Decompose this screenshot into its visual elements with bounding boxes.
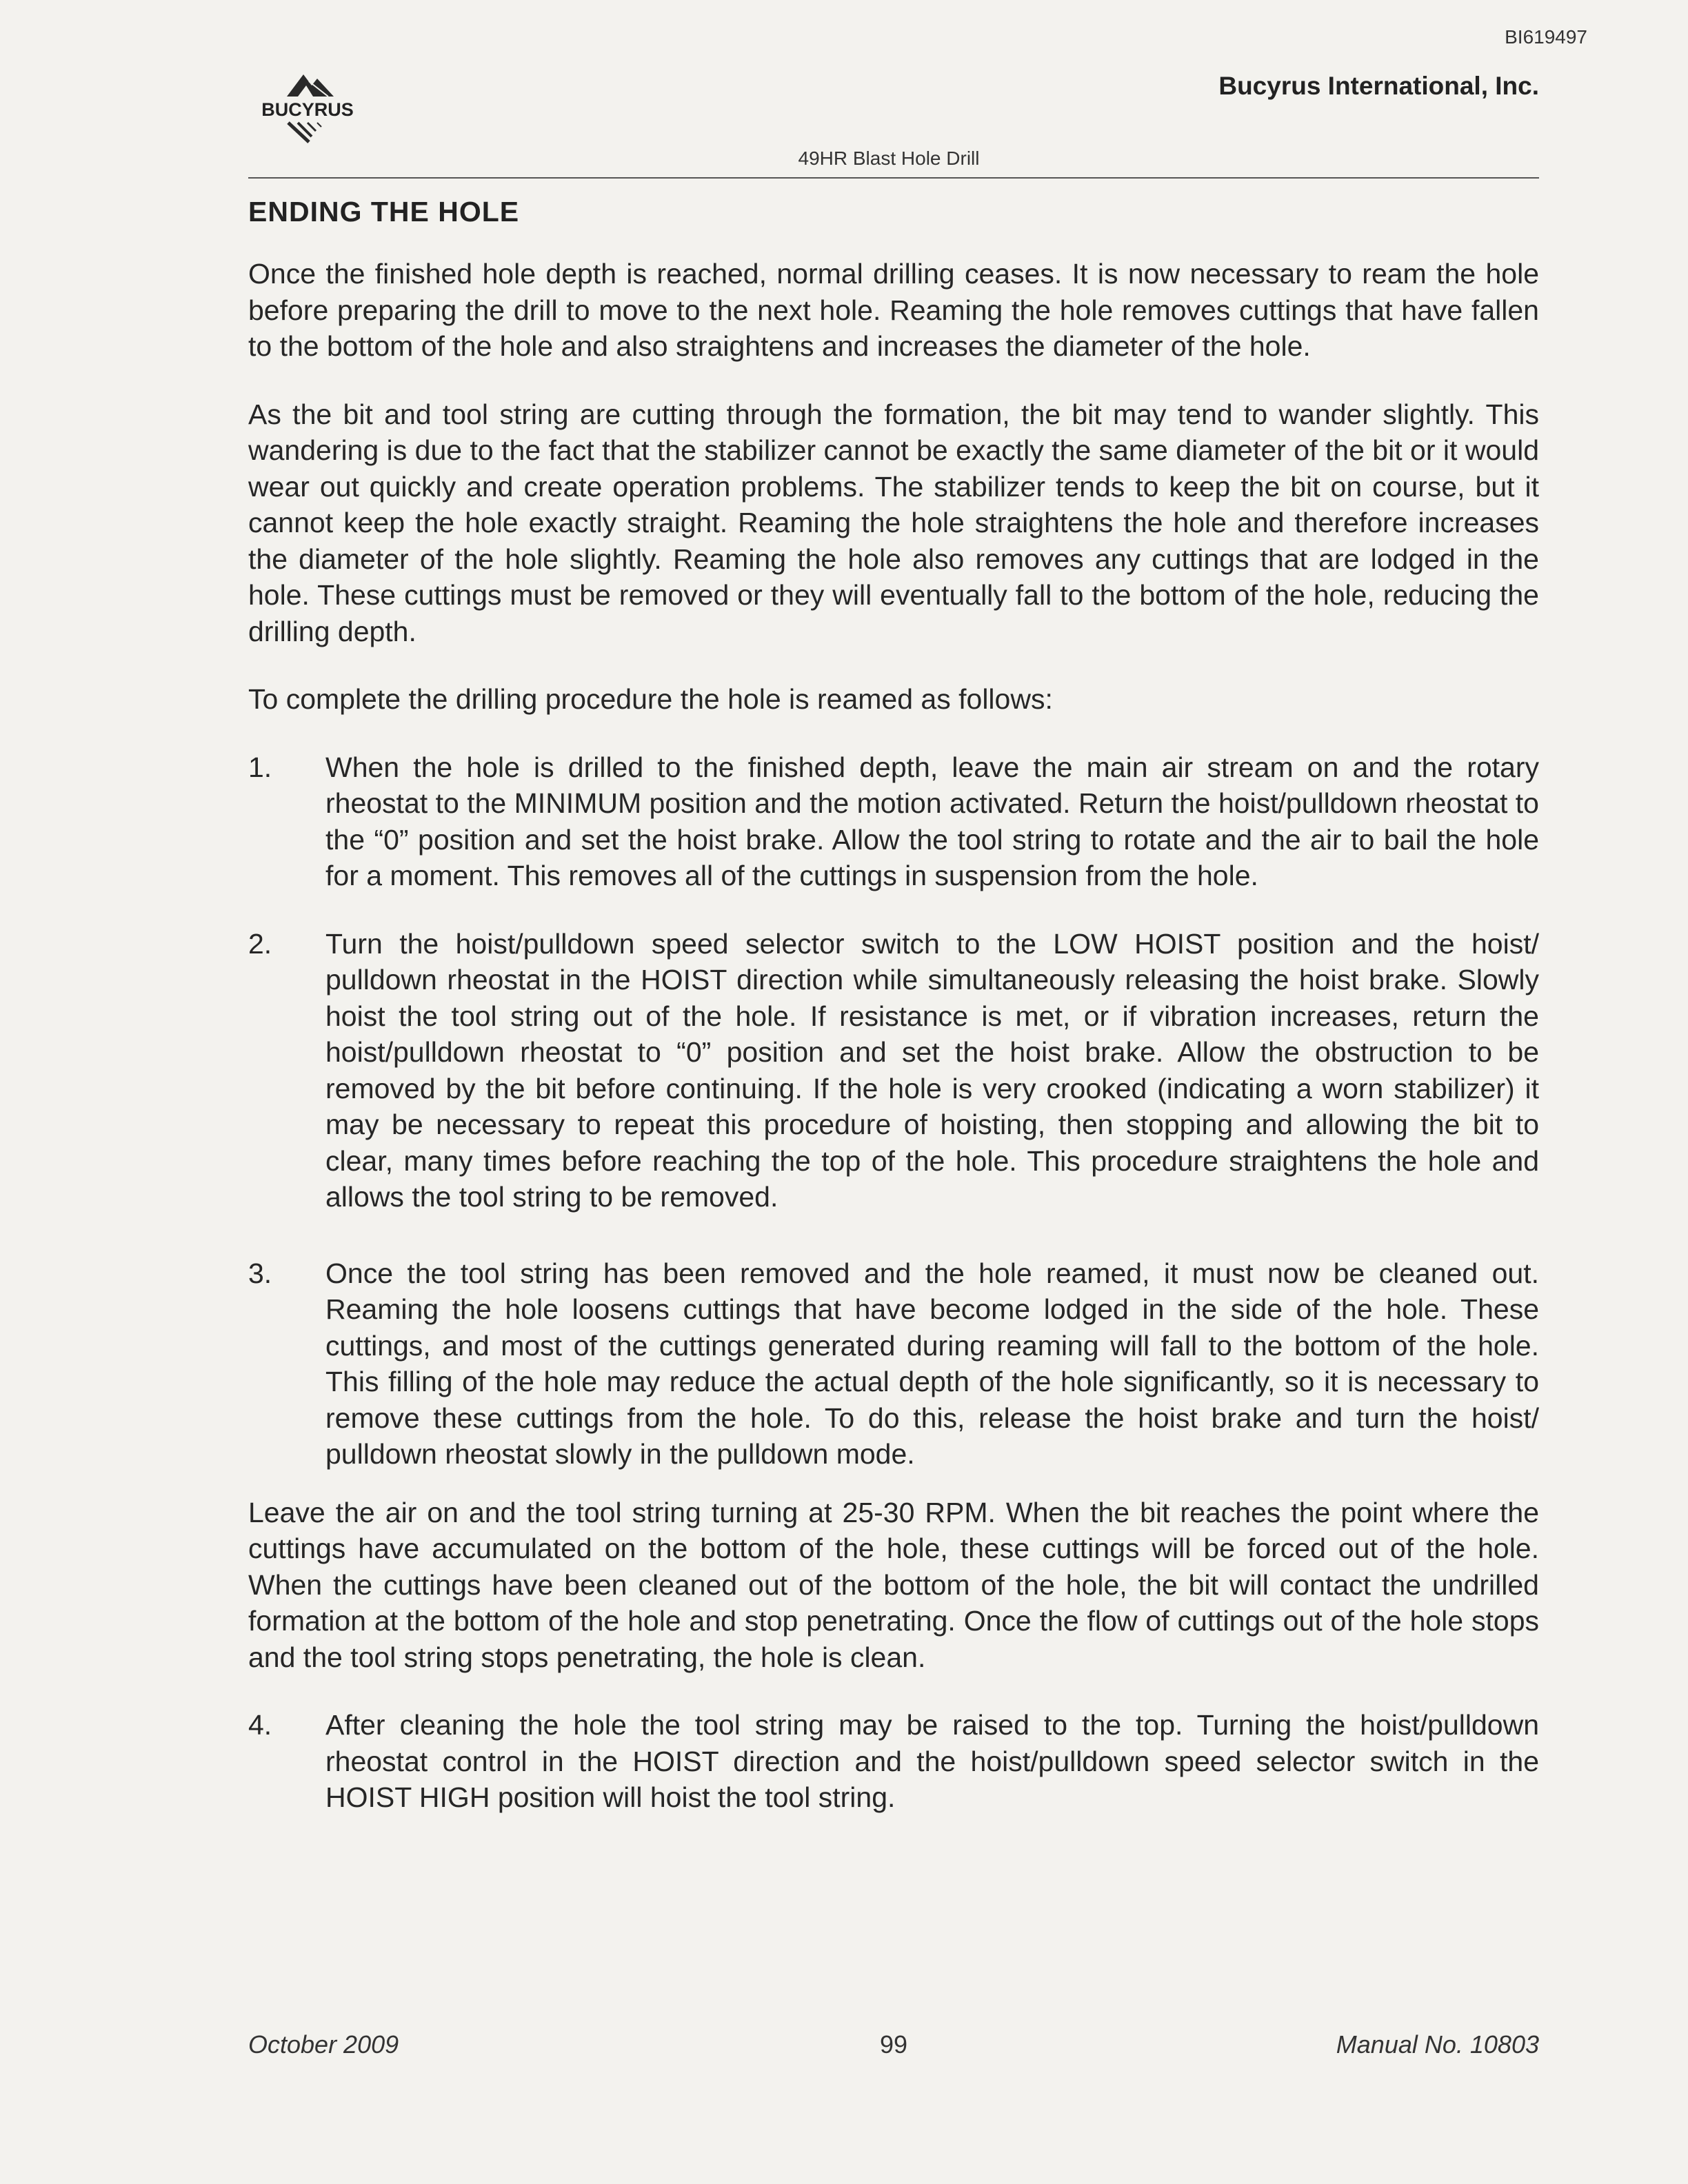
footer-date: October 2009: [248, 2030, 399, 2059]
document-subtitle: 49HR Blast Hole Drill: [798, 148, 980, 169]
step-text: After cleaning the hole the tool string may be raised to the top. Turning the hoist/pulldown rheostat control in the HOIST direction and the hoist/pulldown speed selector switch in the HOIST HIGH position will hoist the tool string.: [325, 1709, 1539, 1813]
paragraph: Once the finished hole depth is reached, normal drilling ceases. It is now necessary to ream the hole before preparing the drill to move to the next hole. Reaming the hole removes cuttings that have fallen to the bottom of the hole and also straightens and increases the diameter of the hole.: [248, 258, 1539, 362]
procedure-step: [248, 926, 1539, 1215]
section-heading: ENDING THE HOLE: [248, 196, 520, 228]
header-divider: [248, 177, 1539, 179]
procedure-step: [248, 749, 1539, 894]
step-text: Once the tool string has been removed and the hole reamed, it must now be cleaned out. Reaming the hole loosens cuttings that have become lodged in the side of the hole. These cuttings, and most of the cuttings generated during reaming will fall to the bottom of the hole. This filling of the hole may reduce the actual depth of the hole significantly, so it is necessary to remove these cuttings from the hole. To do this, release the hoist brake and turn the hoist/ pulldown rheostat slowly in the pulldown mode.: [325, 1257, 1539, 1470]
manual-number: Manual No. 10803: [1336, 2030, 1539, 2059]
procedure-step: [248, 1255, 1539, 1473]
step-number: 1.: [248, 751, 272, 783]
step-number: 2.: [248, 927, 272, 960]
step-text: When the hole is drilled to the finished depth, leave the main air stream on and the rotary rheostat to the MINIMUM position and the motion activated. Return the hoist/pulldown rheostat to the “0” position and set the hoist brake. Allow the tool string to rotate and the air to bail the hole for a moment. This removes all of the cuttings in suspension from the hole.: [325, 751, 1539, 891]
paragraph: Leave the air on and the tool string turning at 25-30 RPM. When the bit reaches the point where the cuttings have accumulated on the bottom of the hole, these cuttings will be forced out of the hole. When the cuttings have been cleaned out of the bottom of the hole, the bit will contact the undrilled formation at the bottom of the hole and stop penetrating. Once the flow of cuttings out of the hole stops and the tool string stops penetrating, the hole is clean.: [248, 1496, 1539, 1673]
page-number: 99: [879, 2030, 908, 2059]
document-id: BI619497: [1505, 26, 1587, 48]
bucyrus-logo: [245, 69, 370, 149]
procedure-step: [248, 1707, 1539, 1816]
paragraph: As the bit and tool string are cutting through the formation, the bit may tend to wander slightly. This wandering is due to the fact that the stabilizer cannot be exactly the same diameter of the bit or it would wear out quickly and create operation problems. The stabilizer tends to keep the bit on course, but it cannot keep the hole exactly straight. Reaming the hole straightens the hole and therefore increases the diameter of the hole slightly. Reaming the hole also removes any cuttings that are lodged in the hole. These cuttings must be removed or they will eventually fall to the bottom of the hole, reducing the drilling depth.: [248, 398, 1539, 647]
page-content: [248, 193, 1539, 1848]
step-text: Turn the hoist/pulldown speed selector switch to the LOW HOIST position and the hoist/ pulldown rheostat in the HOIST direction while simultaneously releasing the hoist brake. Slowly hoist the tool string out of the hole. If resistance is met, or if vibration increases, return the hoist/pulldown rheostat to “0” position and set the hoist brake. Allow the obstruction to be removed by the bit before continuing. If the hole is very crooked (indicating a worn stabilizer) it may be necessary to repeat this procedure of hoisting, then stopping and allowing the bit to clear, many times before reaching the top of the hole. This procedure straightens the hole and allows the tool string to be removed.: [325, 927, 1539, 1213]
step-number: 3.: [248, 1257, 272, 1289]
company-name: Bucyrus International, Inc.: [1218, 72, 1539, 100]
step-number: 4.: [248, 1709, 272, 1741]
logo-text: BUCYRUS: [261, 99, 354, 120]
paragraph: To complete the drilling procedure the hole is reamed as follows:: [248, 683, 1053, 715]
